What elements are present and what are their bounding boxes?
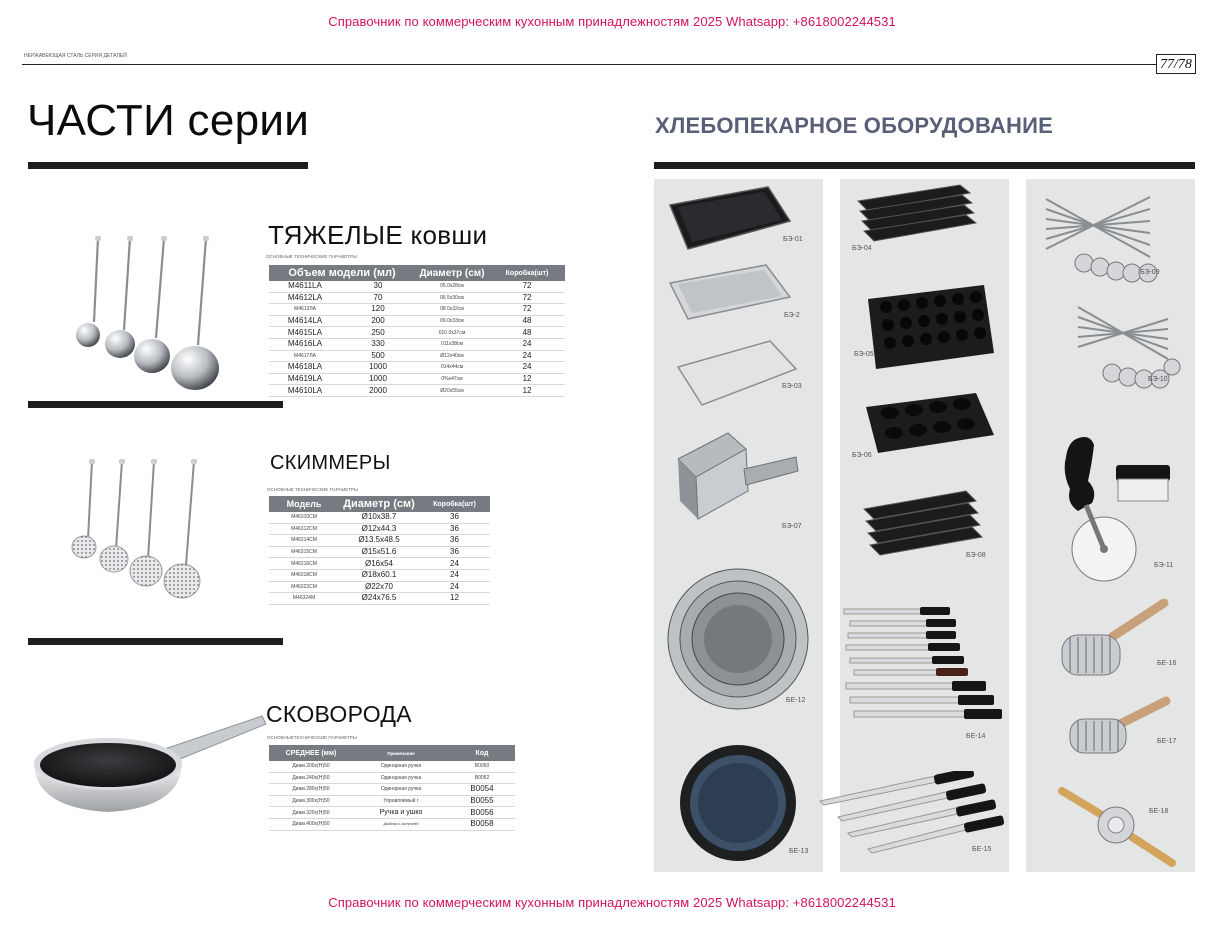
table-row: M46315CM Ø15x51.6 36 — [269, 546, 490, 558]
pizza-cutter-be11-image — [1048, 433, 1178, 583]
knives-be14-image — [842, 605, 1007, 733]
table-row: M4610LA 2000 Ø20x55см 12 — [269, 385, 565, 397]
tray-be01-image — [664, 183, 794, 253]
ladles-divider — [28, 401, 283, 408]
bakery-title: ХЛЕБОПЕКАРНОЕ ОБОРУДОВАНИЕ — [655, 113, 1053, 138]
skimmers-col-diameter: Диаметр (см) — [339, 496, 419, 512]
code-be07: БЭ-07 — [782, 523, 802, 530]
code-be10: БЭ-10 — [1148, 376, 1168, 383]
skimmers-col-model: Модель — [269, 496, 339, 512]
roller-docker-be16-image — [1056, 599, 1176, 689]
code-be11: БЭ-11 — [1154, 562, 1174, 569]
pan-subtitle: ОСНОВНЫЕТЕХНИЧЕСКИЕ ПАРАМЕТРЫ — [267, 735, 357, 740]
table-row: M4617ЛА 500 Ø12x40см 24 — [269, 350, 565, 362]
table-row: Диам.320x(H)50 Ручка и ушко B0056 — [269, 807, 515, 819]
code-be15: БЕ-15 — [972, 846, 992, 853]
bakery-panel-1 — [654, 179, 823, 872]
ladles-col-box: Коробка(шт) — [489, 265, 565, 281]
table-row: M4614LA 200 09.0x33см 48 — [269, 315, 565, 327]
loaf-pan-be07-image — [674, 429, 804, 529]
table-row: M4611LA 30 05.0x28см 72 — [269, 281, 565, 292]
skimmers-divider — [28, 638, 283, 645]
pan-col-size: СРЕДНЕЕ (мм) — [269, 745, 353, 761]
code-be04: БЭ-04 — [852, 245, 872, 252]
ladles-table — [269, 265, 565, 397]
table-row: M46322CM Ø22x70 24 — [269, 581, 490, 593]
table-row: M46314CM Ø13.5x48.5 36 — [269, 535, 490, 547]
ladles-col-diameter: Диаметр (см) — [415, 265, 489, 281]
roller-docker-be17-image — [1066, 695, 1178, 765]
bakery-panel-3 — [1026, 179, 1195, 872]
bakery-underline — [654, 162, 1195, 169]
page-number: 77/78 — [1156, 54, 1196, 74]
ladles-col-model-volume: Объем модели (мл) — [269, 265, 415, 281]
bottom-banner: Справочник по коммерческим кухонным принадлежностям 2025 Whatsapp: +8618002244531 — [328, 895, 896, 910]
ladles-title: ТЯЖЕЛЫЕ ковши — [268, 220, 488, 250]
table-row: M46310CM Ø10x38.7 36 — [269, 512, 490, 523]
table-row: M46316CM Ø16x54 24 — [269, 558, 490, 570]
tray-be03-image — [676, 339, 800, 409]
skimmers-col-box: Коробка(шт) — [419, 496, 490, 512]
code-be01: БЭ-01 — [783, 236, 803, 243]
table-row: M46312CM Ø12x44.3 36 — [269, 523, 490, 535]
header-rule — [22, 64, 1156, 65]
knives-be15-image — [818, 771, 1008, 855]
skimmers-title: СКИММЕРЫ — [270, 452, 391, 474]
table-row: M46324M Ø24x76.5 12 — [269, 593, 490, 605]
code-be18: БЕ-18 — [1149, 808, 1169, 815]
table-row: Диам.400x(H)50 Двойная с кастрюлей B0058 — [269, 818, 515, 830]
main-title: ЧАСТИ серии — [27, 96, 310, 145]
code-be2: БЭ-2 — [784, 312, 800, 319]
table-row: Диам.200x(H)50 Одинарная ручка B0050 — [269, 761, 515, 772]
frying-pan-image — [30, 712, 270, 822]
running-header: НЕРЖАВЕЮЩАЯ СТАЛЬ СЕРИЯ ДЕТАЛЕЙ — [24, 53, 127, 59]
ladles-subtitle: ОСНОВНЫЕ ТЕХНИЧЕСКИЕ ПАРАМЕТРЫ — [266, 254, 358, 259]
code-be08: БЭ-08 — [966, 552, 986, 559]
ladles-image — [60, 230, 250, 395]
table-row: M4615LA 250 010.0x37см 48 — [269, 327, 565, 339]
table-row: Диам.240x(H)50 Одинарная ручка B0052 — [269, 772, 515, 784]
code-be14: БЕ-14 — [966, 733, 986, 740]
code-be03: БЭ-03 — [782, 383, 802, 390]
muffin-tray-be05-image — [860, 283, 1000, 373]
skimmers-table — [269, 496, 490, 605]
table-row: M4613ЛА 120 08.0x32см 72 — [269, 304, 565, 316]
skimmers-subtitle: ОСНОВНЫЕ ТЕХНИЧЕСКИЕ ПАРАМЕТРЫ — [267, 487, 359, 492]
table-row: M46318CM Ø18x60.1 24 — [269, 569, 490, 581]
bun-tray-be06-image — [860, 391, 1000, 455]
lattice-cutter-be18-image — [1056, 785, 1178, 869]
code-be13: БЕ-13 — [789, 848, 809, 855]
tray-be2-image — [666, 263, 796, 323]
skimmers-image — [60, 455, 220, 605]
code-be16: БЕ-16 — [1157, 660, 1177, 667]
round-pans-be12-image — [666, 567, 811, 712]
pan-table — [269, 745, 515, 831]
code-be12: БЕ-12 — [786, 697, 806, 704]
code-be17: БЕ-17 — [1157, 738, 1177, 745]
code-be09: БЭ-09 — [1140, 269, 1160, 276]
pan-col-note: Примечание — [353, 745, 449, 761]
baguette-tray-be04-image — [850, 179, 980, 249]
code-be05: БЭ-05 — [854, 351, 874, 358]
bakery-panel-2 — [840, 179, 1009, 872]
table-row: M4618LA 1000 014x44см 24 — [269, 362, 565, 374]
table-row: M4616LA 330 011x38см 24 — [269, 338, 565, 350]
table-row: Диам.280x(H)50 Одинарная ручка B0054 — [269, 784, 515, 796]
pan-title: СКОВОРОДА — [266, 701, 412, 727]
code-be06: БЭ-06 — [852, 452, 872, 459]
table-row: Диам.300x(H)50 Управляемый г B0055 — [269, 795, 515, 807]
pan-col-code: Код — [449, 745, 515, 761]
top-banner: Справочник по коммерческим кухонным принадлежностям 2025 Whatsapp: +8618002244531 — [328, 14, 896, 29]
table-row: M4612LA 70 06.5x30см 72 — [269, 292, 565, 304]
table-row: M4619LA 1000 0%x47см 12 — [269, 373, 565, 385]
title-underline — [28, 162, 308, 169]
